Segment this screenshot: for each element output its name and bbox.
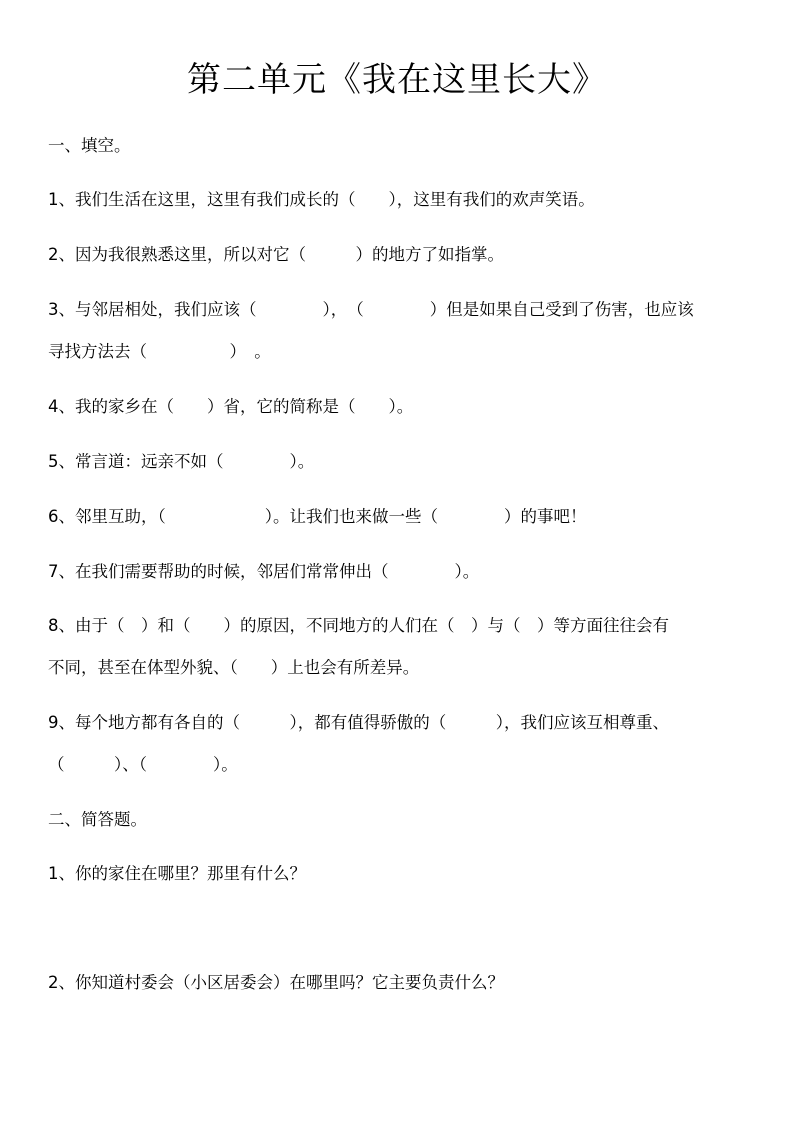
short-answer-question-1: 1、你的家住在哪里？那里有什么？ <box>48 864 306 883</box>
fill-blank-line-6: 6、邻里互助，（ ）。让我们也来做一些（ ）的事吧！ <box>48 507 587 526</box>
fill-blank-line-7: 7、在我们需要帮助的时候，邻居们常常伸出（ ）。 <box>48 562 480 581</box>
fill-blank-line-9-cont: （ ）、（ ）。 <box>48 755 238 774</box>
fill-blank-line-4: 4、我的家乡在（ ）省，它的简称是（ ）。 <box>48 397 414 416</box>
section-heading-short-answer: 二、简答题。 <box>48 810 147 829</box>
fill-blank-line-8: 8、由于（ ）和（ ）的原因，不同地方的人们在（ ）与（ ）等方面往往会有 <box>48 616 669 635</box>
fill-blank-line-8-cont: 不同，甚至在体型外貌、（ ）上也会有所差异。 <box>48 658 420 677</box>
short-answer-question-2: 2、你知道村委会（小区居委会）在哪里吗？它主要负责什么？ <box>48 973 504 992</box>
fill-blank-line-5: 5、常言道：远亲不如（ ）。 <box>48 452 315 471</box>
fill-blank-line-9: 9、每个地方都有各自的（ ），都有值得骄傲的（ ），我们应该互相尊重、 <box>48 713 669 732</box>
fill-blank-line-2: 2、因为我很熟悉这里，所以对它（ ）的地方了如指掌。 <box>48 245 504 264</box>
fill-blank-line-3: 3、与邻居相处，我们应该（ ）， （ ）但是如果自己受到了伤害，也应该 <box>48 300 694 319</box>
section-heading-fill-blank: 一、填空。 <box>48 136 131 155</box>
page-title: 第二单元《我在这里长大》 <box>187 60 607 100</box>
fill-blank-line-1: 1、我们生活在这里，这里有我们成长的（ ），这里有我们的欢声笑语。 <box>48 190 595 209</box>
fill-blank-line-3-cont: 寻找方法去（ ） 。 <box>48 342 271 361</box>
